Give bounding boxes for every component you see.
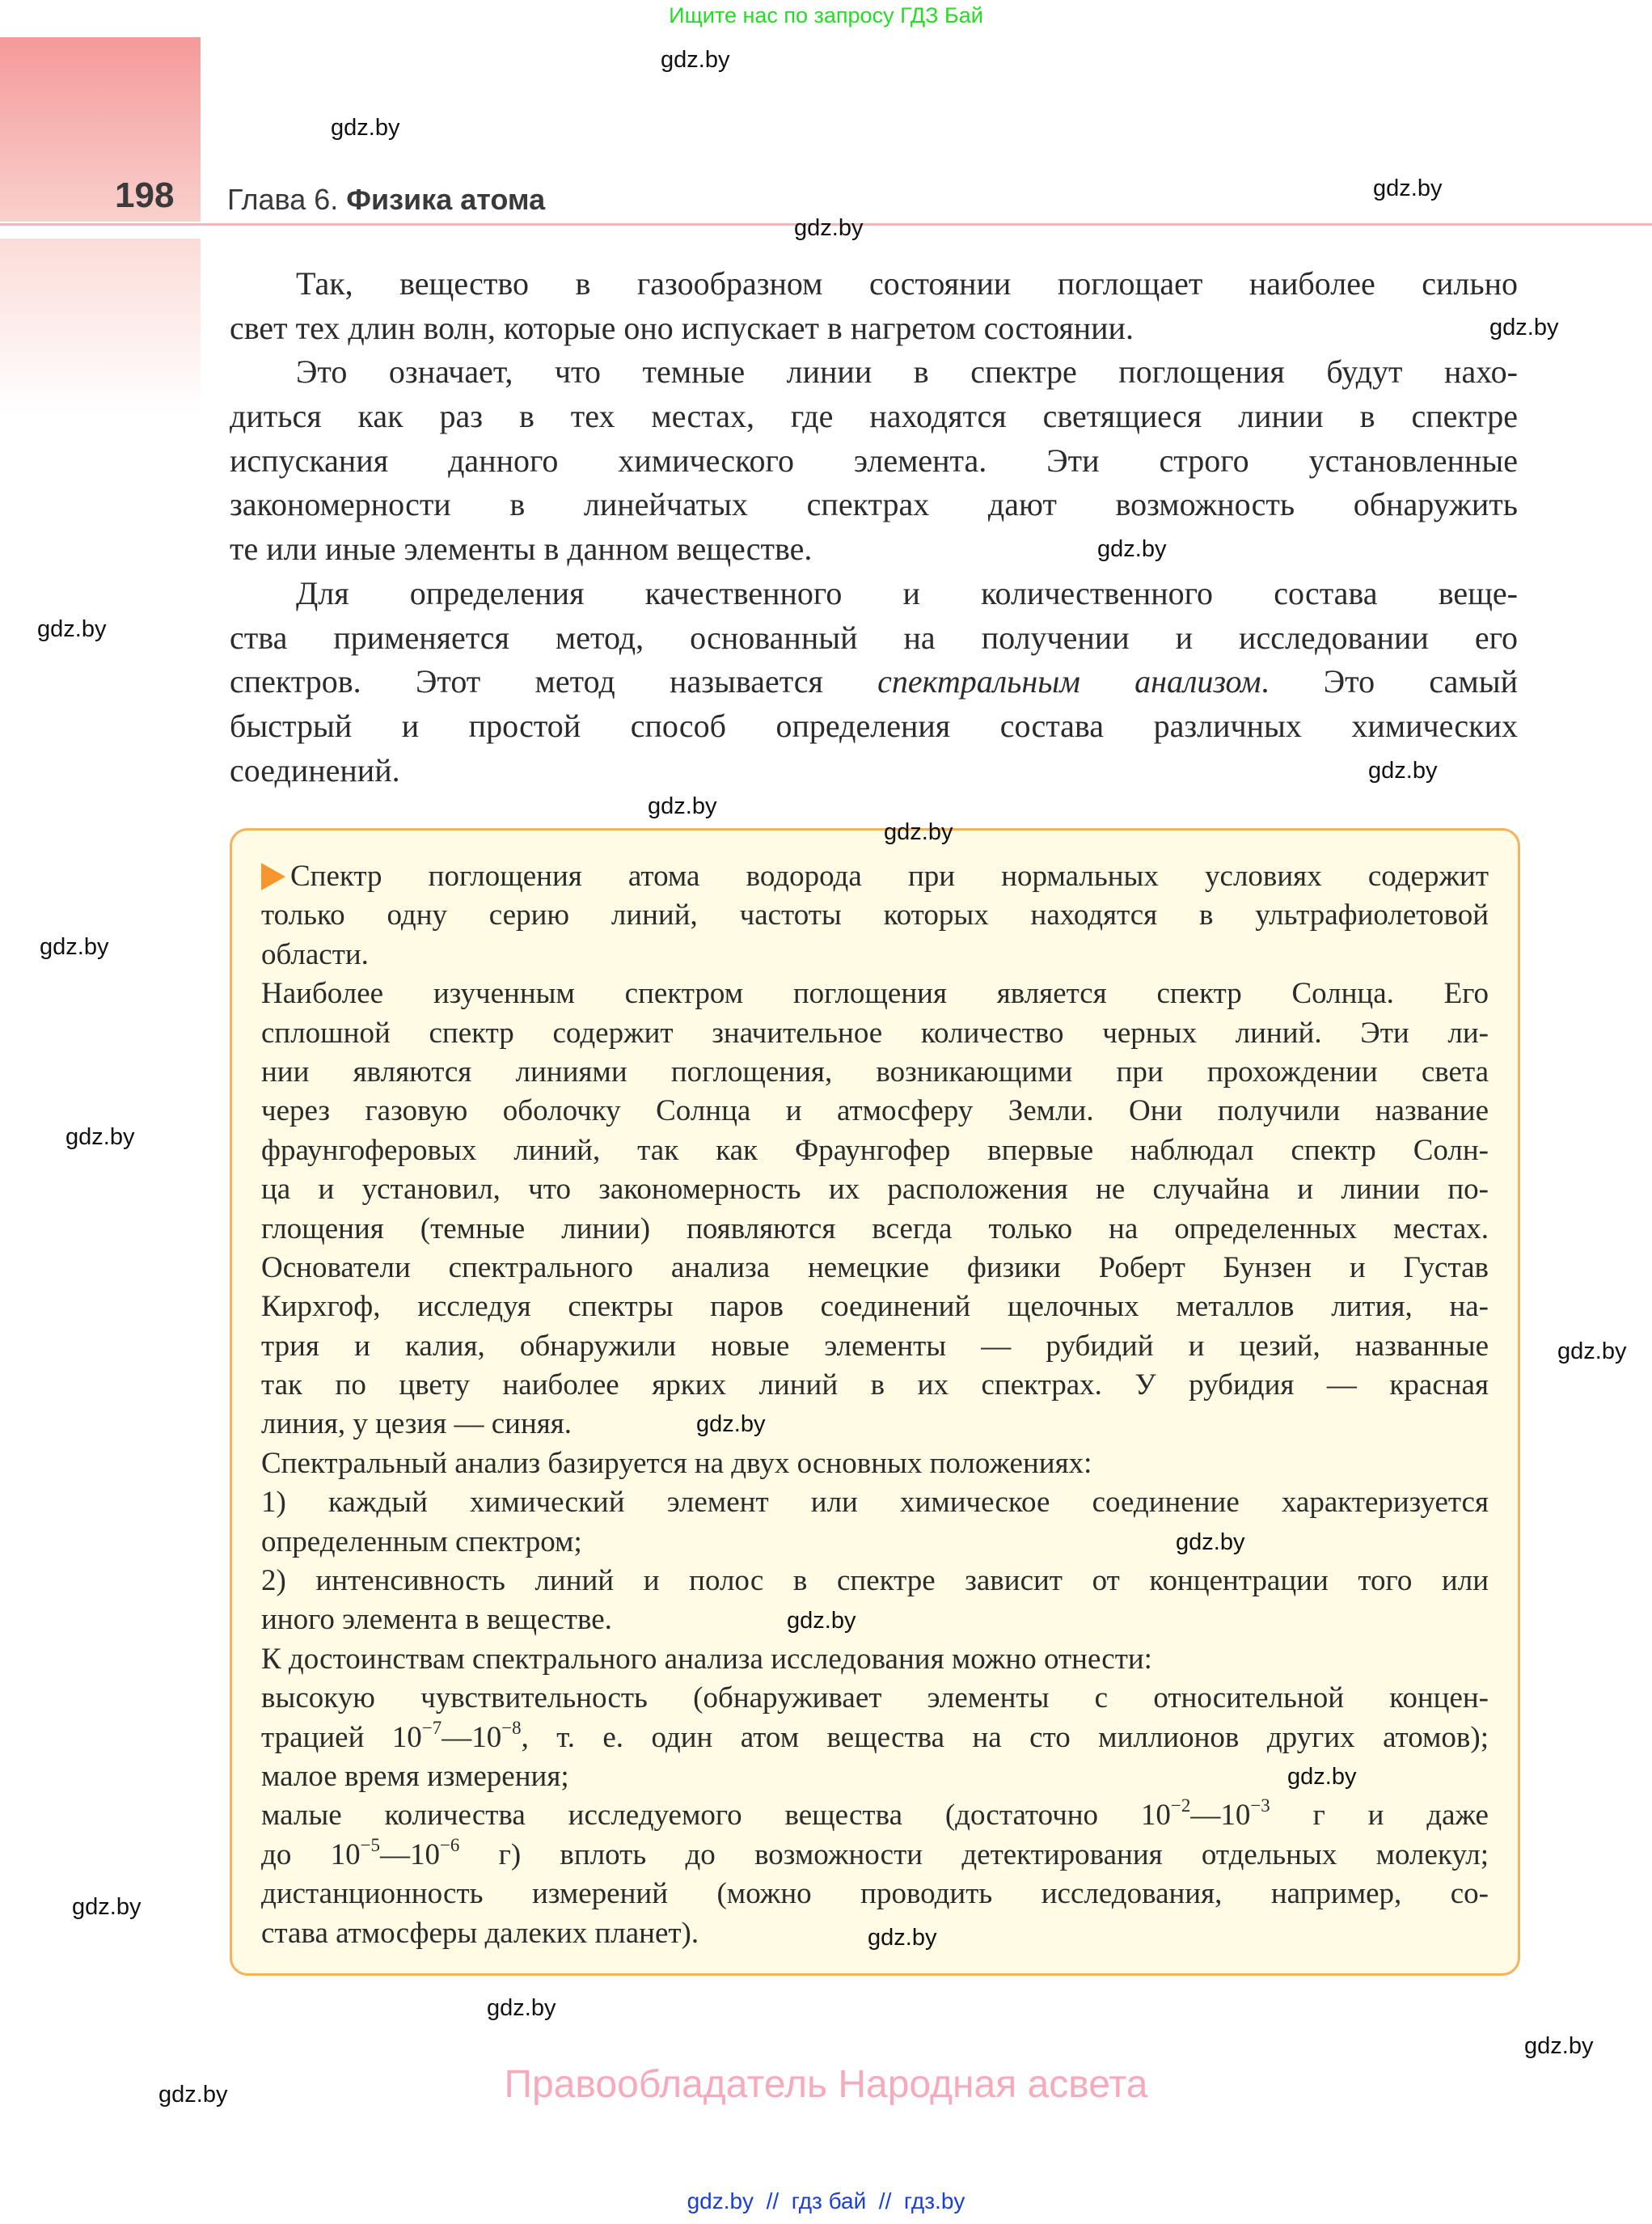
text-segment: —10 bbox=[1190, 1799, 1251, 1833]
text-line bbox=[230, 704, 1518, 749]
exponent: −2 bbox=[1170, 1795, 1191, 1816]
text-line bbox=[261, 1796, 1489, 1835]
text-line bbox=[230, 572, 1518, 616]
text-segment: Для определения качественного и количественного состава веще- bbox=[296, 574, 1518, 611]
copyright-watermark: Правообладатель Народная асвета bbox=[504, 2063, 1148, 2106]
text-line bbox=[230, 483, 1518, 527]
text-segment: дистанционность измерений (можно проводить исследования, например, со- bbox=[261, 1877, 1489, 1911]
text-line bbox=[261, 1640, 1489, 1679]
text-line bbox=[261, 1014, 1489, 1053]
text-segment: ца и установил, что закономерность их расположения не случайна и линии по- bbox=[261, 1173, 1489, 1207]
exponent: −3 bbox=[1250, 1795, 1270, 1816]
page-tab-fade-decoration bbox=[0, 239, 201, 412]
text-segment: через газовую оболочку Солнца и атмосферу Земли. Они получили название bbox=[261, 1094, 1489, 1128]
text-line bbox=[261, 1092, 1489, 1131]
text-line bbox=[230, 307, 1518, 351]
text-segment: сплошной спектр содержит значительное количество черных линий. Эти ли- bbox=[261, 1016, 1489, 1050]
text-line bbox=[261, 1600, 1489, 1639]
text-line bbox=[261, 1523, 1489, 1562]
text-segment: —10 bbox=[380, 1837, 440, 1871]
text-segment: Кирхгоф, исследуя спектры паров соединений щелочных металлов лития, на- bbox=[261, 1290, 1489, 1324]
footer-links[interactable]: gdz.by // гдз бай // гдз.by bbox=[687, 2188, 965, 2213]
text-segment: Спектр поглощения атома водорода при нормальных условиях содержит bbox=[290, 860, 1489, 893]
text-line bbox=[230, 439, 1518, 484]
text-line bbox=[261, 1875, 1489, 1913]
text-segment: става атмосферы далеких планет). bbox=[261, 1916, 699, 1950]
text-line bbox=[261, 1053, 1489, 1092]
text-segment: Это означает, что темные линии в спектре поглощения будут нахо- bbox=[296, 353, 1518, 391]
text-segment: , т. е. один атом вещества на сто миллионов других атомов); bbox=[521, 1720, 1489, 1754]
text-segment: К достоинствам спектрального анализа исследования можно отнести: bbox=[261, 1642, 1152, 1676]
gdz-watermark: gdz.by bbox=[884, 819, 953, 845]
text-segment: испускания данного химического элемента. Эти строго установленные bbox=[230, 442, 1518, 479]
chapter-heading bbox=[227, 183, 545, 217]
text-segment: Основатели спектрального анализа немецкие физики Роберт Бунзен и Густав bbox=[261, 1250, 1489, 1284]
gdz-watermark: gdz.by bbox=[787, 1608, 856, 1634]
gdz-watermark: gdz.by bbox=[794, 215, 864, 241]
text-segment: —10 bbox=[442, 1720, 502, 1754]
text-segment: Спектральный анализ базируется на двух основных положениях: bbox=[261, 1446, 1092, 1480]
gdz-watermark: gdz.by bbox=[1176, 1529, 1245, 1555]
text-line bbox=[230, 527, 1518, 572]
gdz-watermark: gdz.by bbox=[661, 47, 730, 73]
text-segment: ства применяется метод, основанный на получении и исследовании его bbox=[230, 619, 1518, 656]
gdz-watermark: gdz.by bbox=[1557, 1338, 1627, 1364]
search-banner[interactable]: Ищите нас по запросу ГДЗ Бай bbox=[669, 3, 983, 27]
text-segment: малые количества исследуемого вещества (достаточно 10 bbox=[261, 1799, 1171, 1833]
text-segment: высокую чувствительность (обнаруживает элементы с относительной концен- bbox=[261, 1681, 1489, 1715]
italic-term: спектральным анализом bbox=[877, 663, 1261, 700]
text-segment: 2) интенсивность линий и полос в спектре зависит от концентрации того или bbox=[261, 1564, 1489, 1598]
gdz-watermark: gdz.by bbox=[648, 793, 717, 819]
text-line bbox=[261, 1131, 1489, 1170]
text-segment: трия и калия, обнаружили новые элементы — рубидий и цезий, названные bbox=[261, 1329, 1489, 1363]
text-line bbox=[261, 1170, 1489, 1209]
triangle-bullet-icon bbox=[261, 863, 285, 890]
gdz-watermark: gdz.by bbox=[1524, 2033, 1594, 2059]
body-paragraphs bbox=[230, 262, 1518, 793]
exponent: −8 bbox=[501, 1717, 522, 1738]
exponent: −6 bbox=[440, 1834, 460, 1855]
chapter-title: Физика атома bbox=[346, 183, 546, 216]
text-segment: диться как раз в тех местах, где находятся светящиеся линии в спектре bbox=[230, 398, 1518, 435]
text-segment: только одну серию линий, частоты которых находятся в ультрафиолетовой bbox=[261, 898, 1489, 932]
exponent: −7 bbox=[421, 1717, 442, 1738]
text-segment: области. bbox=[261, 937, 369, 971]
gdz-watermark: gdz.by bbox=[158, 2082, 228, 2108]
gdz-watermark: gdz.by bbox=[65, 1124, 135, 1150]
text-segment: так по цвету наиболее ярких линий в их спектрах. У рубидия — красная bbox=[261, 1368, 1489, 1402]
chapter-label: Глава 6. bbox=[227, 183, 339, 216]
text-line bbox=[230, 616, 1518, 661]
text-line bbox=[261, 1719, 1489, 1757]
text-line bbox=[261, 975, 1489, 1013]
text-segment: соединений. bbox=[230, 751, 400, 789]
gdz-watermark: gdz.by bbox=[1097, 536, 1167, 562]
text-segment: нии являются линиями поглощения, возникающими при прохождении света bbox=[261, 1055, 1489, 1089]
gdz-watermark: gdz.by bbox=[37, 616, 107, 642]
gdz-watermark: gdz.by bbox=[696, 1411, 766, 1437]
text-segment: до 10 bbox=[261, 1837, 361, 1871]
text-segment: свет тех длин волн, которые оно испускает в нагретом состоянии. bbox=[230, 309, 1134, 346]
text-line bbox=[261, 1327, 1489, 1366]
text-segment: . Это самый bbox=[1261, 663, 1519, 700]
gdz-watermark: gdz.by bbox=[1373, 175, 1443, 201]
text-segment: закономерности в линейчатых спектрах дают возможность обнаружить bbox=[230, 486, 1518, 523]
gdz-watermark: gdz.by bbox=[1287, 1764, 1357, 1790]
gdz-watermark: gdz.by bbox=[40, 934, 109, 960]
text-line bbox=[261, 1444, 1489, 1483]
text-line bbox=[230, 395, 1518, 439]
text-segment: г) вплоть до возможности детектирования отдельных молекул; bbox=[459, 1837, 1489, 1871]
text-line bbox=[261, 1405, 1489, 1444]
text-line bbox=[261, 896, 1489, 935]
text-segment: Наиболее изученным спектром поглощения является спектр Солнца. Его bbox=[261, 977, 1489, 1011]
text-segment: 1) каждый химический элемент или химическое соединение характеризуется bbox=[261, 1486, 1489, 1520]
text-line bbox=[230, 660, 1518, 704]
text-segment: г и даже bbox=[1270, 1799, 1489, 1833]
text-line bbox=[261, 1562, 1489, 1600]
text-line bbox=[261, 1287, 1489, 1326]
text-segment: спектров. Этот метод называется bbox=[230, 663, 878, 700]
text-line bbox=[230, 350, 1518, 395]
text-segment: линия, у цезия — синяя. bbox=[261, 1407, 572, 1441]
text-segment: глощения (темные линии) появляются всегда только на определенных местах. bbox=[261, 1211, 1489, 1245]
exponent: −5 bbox=[360, 1834, 380, 1855]
text-segment: быстрый и простой способ определения состава различных химических bbox=[230, 707, 1518, 744]
text-segment: трацией 10 bbox=[261, 1720, 422, 1754]
text-line bbox=[261, 1483, 1489, 1522]
text-line bbox=[261, 1836, 1489, 1875]
gdz-watermark: gdz.by bbox=[1368, 758, 1438, 784]
gdz-watermark: gdz.by bbox=[72, 1894, 142, 1920]
text-segment: иного элемента в веществе. bbox=[261, 1603, 612, 1637]
text-line bbox=[261, 1366, 1489, 1405]
text-segment: определенным спектром; bbox=[261, 1524, 582, 1558]
text-line bbox=[230, 262, 1518, 307]
text-segment: фраунгоферовых линий, так как Фраунгофер впервые наблюдал спектр Солн- bbox=[261, 1133, 1489, 1167]
gdz-watermark: gdz.by bbox=[487, 1995, 556, 2021]
text-line bbox=[261, 857, 1489, 896]
page-number: 198 bbox=[115, 175, 175, 215]
text-line bbox=[230, 749, 1518, 793]
text-segment: малое время измерения; bbox=[261, 1759, 569, 1793]
text-segment: Так, вещество в газообразном состоянии поглощает наиболее сильно bbox=[296, 265, 1518, 302]
text-line bbox=[261, 1679, 1489, 1718]
gdz-watermark: gdz.by bbox=[1489, 315, 1559, 340]
text-line bbox=[261, 1249, 1489, 1287]
text-segment: те или иные элементы в данном веществе. bbox=[230, 531, 813, 568]
text-line bbox=[261, 936, 1489, 975]
text-line bbox=[261, 1210, 1489, 1249]
gdz-watermark: gdz.by bbox=[331, 115, 400, 141]
gdz-watermark: gdz.by bbox=[868, 1925, 937, 1951]
